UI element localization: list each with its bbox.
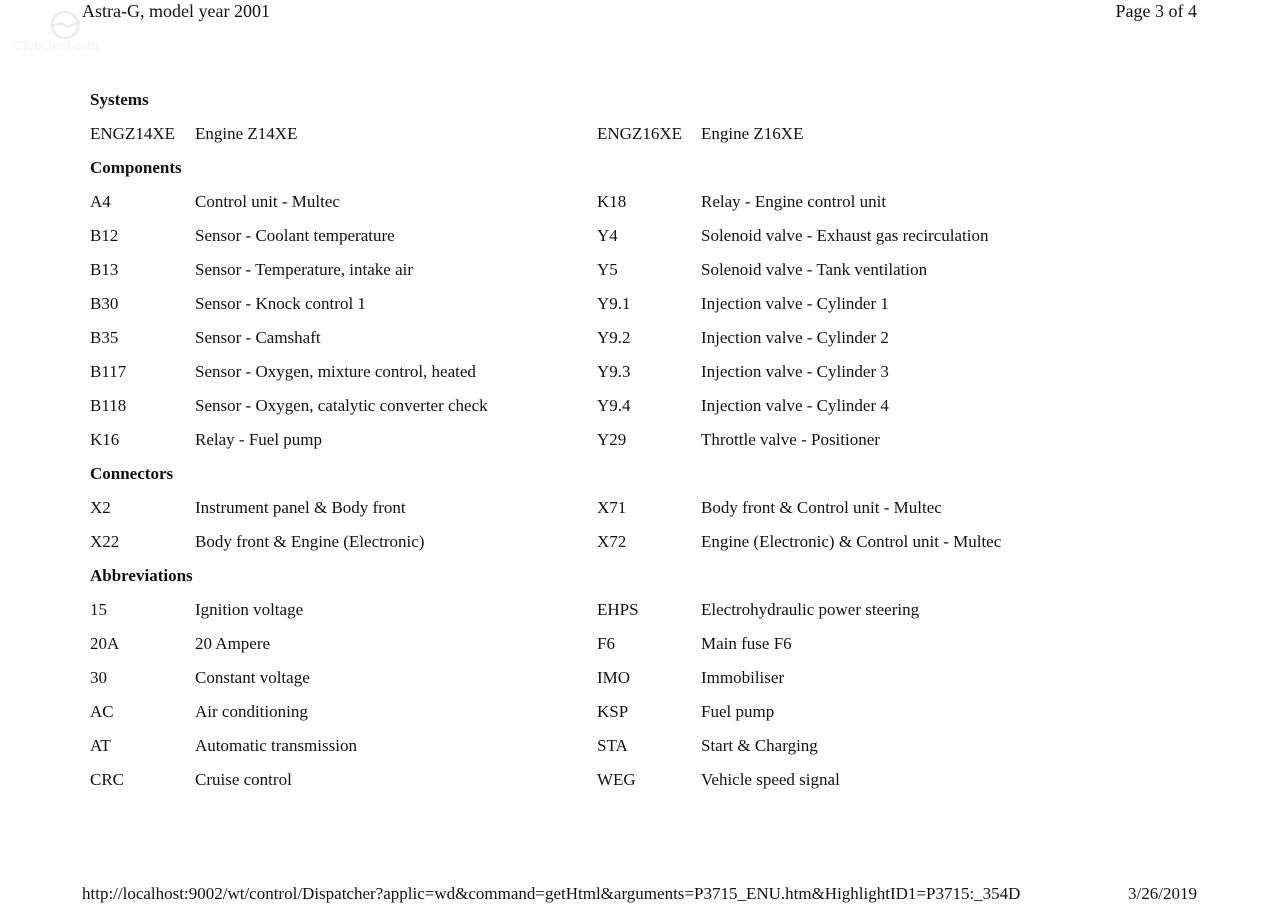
code-right: Y4 xyxy=(597,226,618,245)
description-right: Body front & Control unit - Multec xyxy=(701,498,942,517)
code-left: X22 xyxy=(90,532,120,551)
code-right: X71 xyxy=(597,498,627,517)
table-row xyxy=(90,360,1190,394)
table-row xyxy=(90,224,1190,258)
code-right: KSP xyxy=(597,702,629,721)
description-right: Engine (Electronic) & Control unit - Multec xyxy=(701,532,1002,551)
watermark-text: ClubOpel.com xyxy=(14,38,99,53)
description-left: Sensor - Temperature, intake air xyxy=(195,260,413,279)
footer-date: 3/26/2019 xyxy=(1128,884,1197,903)
description-right: Vehicle speed signal xyxy=(701,770,840,789)
description-left: Body front & Engine (Electronic) xyxy=(195,532,425,551)
table-row xyxy=(90,190,1190,224)
code-left: A4 xyxy=(90,192,111,211)
table-row xyxy=(90,734,1190,768)
opel-logo-icon xyxy=(44,10,86,40)
description-right: Main fuse F6 xyxy=(701,634,792,653)
table-row xyxy=(90,258,1190,292)
description-right: Engine Z16XE xyxy=(701,124,804,143)
legend-content xyxy=(90,88,1190,802)
description-left: Sensor - Knock control 1 xyxy=(195,294,366,313)
code-left: B118 xyxy=(90,396,127,415)
code-left: 20A xyxy=(90,634,120,653)
description-left: Engine Z14XE xyxy=(195,124,298,143)
description-left: Cruise control xyxy=(195,770,292,789)
table-row xyxy=(90,598,1190,632)
description-left: Air conditioning xyxy=(195,702,308,721)
table-row xyxy=(90,292,1190,326)
table-row xyxy=(90,768,1190,802)
description-left: 20 Ampere xyxy=(195,634,271,653)
code-right: EHPS xyxy=(597,600,639,619)
table-row xyxy=(90,632,1190,666)
description-right: Injection valve - Cylinder 4 xyxy=(701,396,889,415)
code-left: B12 xyxy=(90,226,119,245)
code-right: Y29 xyxy=(597,430,627,449)
page-number: Page 3 of 4 xyxy=(1115,1,1197,21)
table-row xyxy=(90,666,1190,700)
description-right: Solenoid valve - Exhaust gas recirculation xyxy=(701,226,989,245)
code-right: ENGZ16XE xyxy=(597,124,682,143)
description-left: Sensor - Oxygen, mixture control, heated xyxy=(195,362,476,381)
code-right: Y9.2 xyxy=(597,328,631,347)
code-right: K18 xyxy=(597,192,627,211)
description-right: Solenoid valve - Tank ventilation xyxy=(701,260,928,279)
description-right: Immobiliser xyxy=(701,668,785,687)
code-left: 15 xyxy=(90,600,107,619)
description-left: Control unit - Multec xyxy=(195,192,340,211)
table-row xyxy=(90,496,1190,530)
description-right: Injection valve - Cylinder 2 xyxy=(701,328,889,347)
code-left: B30 xyxy=(90,294,119,313)
description-right: Injection valve - Cylinder 1 xyxy=(701,294,889,313)
table-row xyxy=(90,394,1190,428)
code-left: B35 xyxy=(90,328,119,347)
description-left: Constant voltage xyxy=(195,668,310,687)
table-row xyxy=(90,530,1190,564)
code-left: CRC xyxy=(90,770,125,789)
code-right: F6 xyxy=(597,634,615,653)
description-left: Relay - Fuel pump xyxy=(195,430,323,449)
description-right: Relay - Engine control unit xyxy=(701,192,887,211)
table-row xyxy=(90,700,1190,734)
description-right: Throttle valve - Positioner xyxy=(701,430,880,449)
section-title-abbreviations: Abbreviations xyxy=(90,566,193,585)
section-title-systems: Systems xyxy=(90,90,149,109)
table-row xyxy=(90,326,1190,360)
code-right: Y9.1 xyxy=(597,294,631,313)
code-right: Y9.3 xyxy=(597,362,631,381)
code-left: K16 xyxy=(90,430,120,449)
code-right: IMO xyxy=(597,668,631,687)
code-left: B13 xyxy=(90,260,119,279)
section-title-components: Components xyxy=(90,158,182,177)
code-right: WEG xyxy=(597,770,636,789)
code-left: X2 xyxy=(90,498,111,517)
footer-url: http://localhost:9002/wt/control/Dispatcher?applic=wd&command=getHtml&arguments=P3715_ENU.htm&HighlightID1=P3715:_354D xyxy=(82,884,1021,903)
description-left: Ignition voltage xyxy=(195,600,304,619)
document-title: Astra-G, model year 2001 xyxy=(82,1,270,21)
description-right: Fuel pump xyxy=(701,702,775,721)
watermark-logo xyxy=(14,10,118,56)
code-left: B117 xyxy=(90,362,127,381)
table-row xyxy=(90,122,1190,156)
description-left: Sensor - Camshaft xyxy=(195,328,321,347)
code-right: Y9.4 xyxy=(597,396,631,415)
code-left: AT xyxy=(90,736,111,755)
section-title-connectors: Connectors xyxy=(90,464,174,483)
description-left: Instrument panel & Body front xyxy=(195,498,406,517)
code-left: 30 xyxy=(90,668,107,687)
table-row xyxy=(90,428,1190,462)
description-left: Sensor - Coolant temperature xyxy=(195,226,395,245)
code-right: Y5 xyxy=(597,260,618,279)
code-right: STA xyxy=(597,736,628,755)
description-right: Injection valve - Cylinder 3 xyxy=(701,362,889,381)
code-right: X72 xyxy=(597,532,627,551)
code-left: AC xyxy=(90,702,114,721)
description-left: Automatic transmission xyxy=(195,736,357,755)
description-left: Sensor - Oxygen, catalytic converter check xyxy=(195,396,488,415)
description-right: Start & Charging xyxy=(701,736,818,755)
code-left: ENGZ14XE xyxy=(90,124,175,143)
description-right: Electrohydraulic power steering xyxy=(701,600,920,619)
